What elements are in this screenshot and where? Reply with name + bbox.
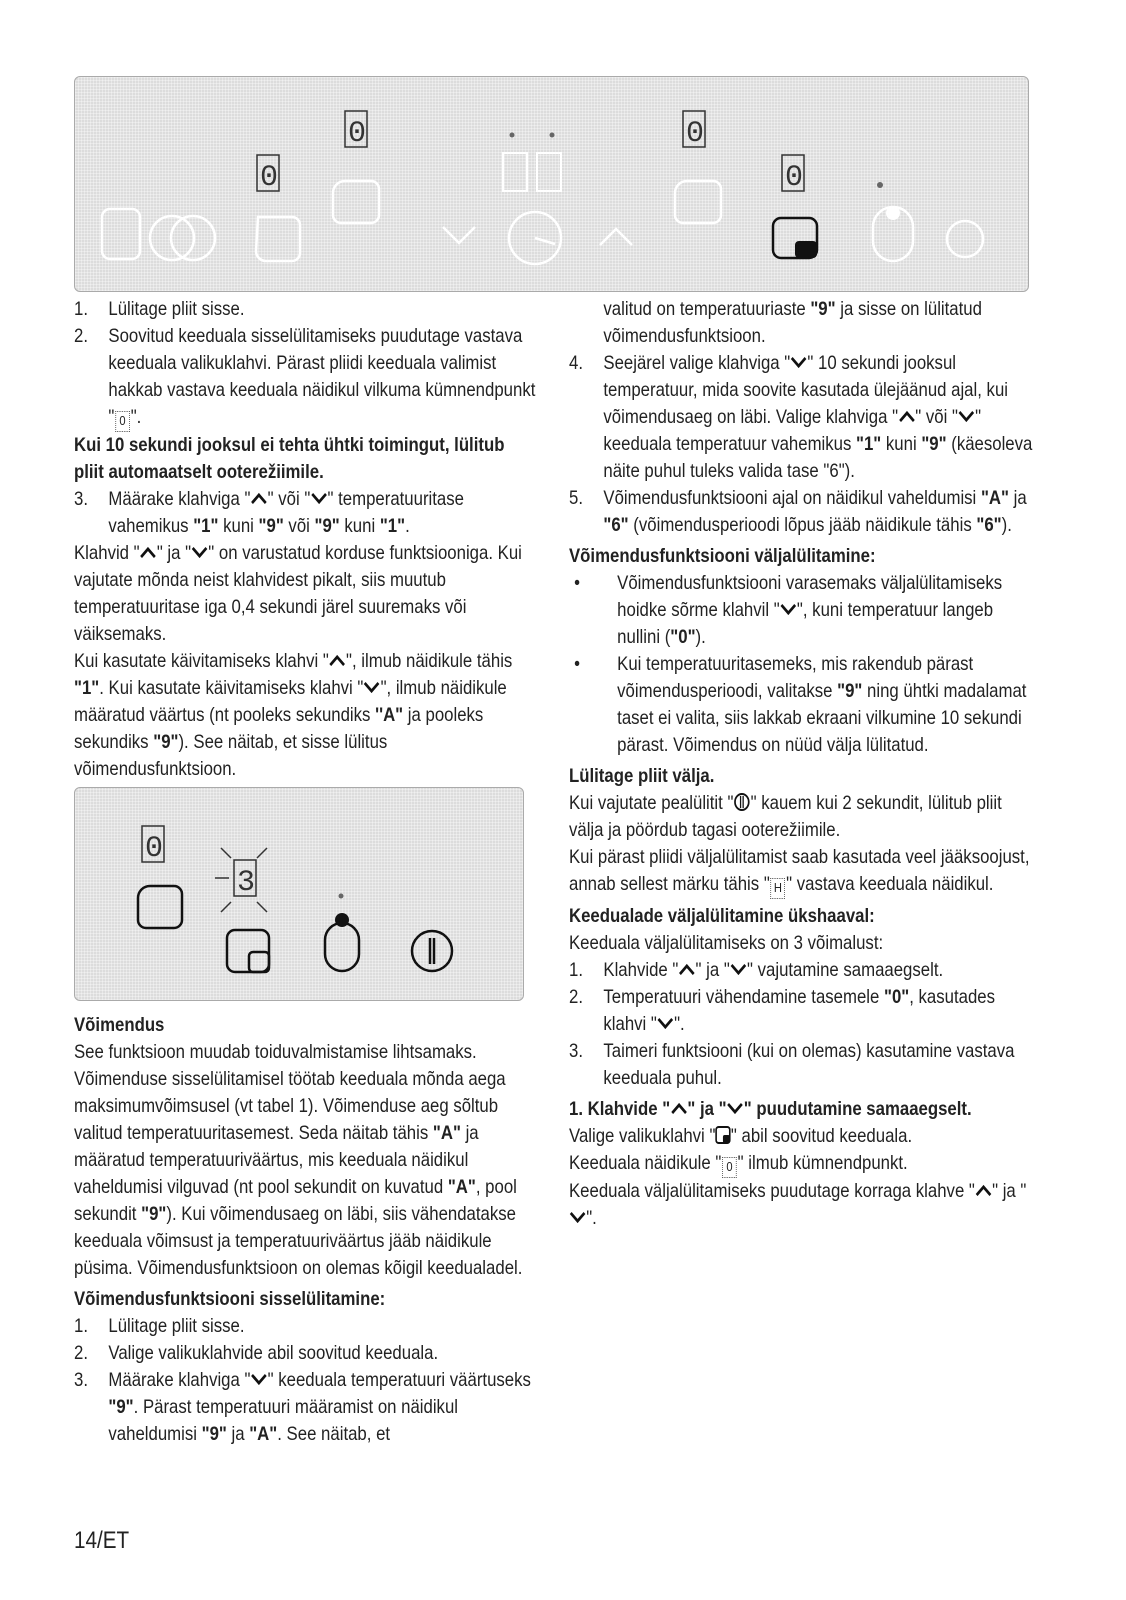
up-arrow-icon (140, 546, 157, 558)
zone-key-1 (102, 209, 140, 259)
down-arrow-icon (958, 410, 975, 422)
boost-display-active: 3 (237, 866, 256, 900)
zone-key-5 (675, 181, 721, 223)
down-arrow-icon (657, 1017, 674, 1029)
minus-key (443, 227, 475, 243)
down-arrow-icon (727, 1102, 744, 1114)
boost-display-digit: 0 (145, 832, 164, 866)
decimal-point-chip: 0 (722, 1157, 737, 1178)
up-arrow-icon (975, 1184, 992, 1196)
display-digit-left: 0 (260, 161, 279, 195)
timer-display-1 (503, 153, 527, 191)
up-arrow-icon (678, 963, 695, 975)
down-arrow-icon (310, 492, 327, 504)
boost-zone-key (138, 886, 182, 928)
up-arrow-icon (250, 492, 267, 504)
heading-sisselulitamine: Võimendusfunktsiooni sisselülitamine: (74, 1288, 386, 1310)
left-column: 1. Lülitage pliit sisse. 2. Soovitud keeduala sisselülitamiseks puudutage vastava keeduala valikuklahvi. Pärast pliidi keeduala valimist hakkab vastava keeduala näidikul vilkuma kümnendpunkt " 0 ". Kui 10 sekundi jooksul ei tehta ühtki toimingut, lülitub pliit automaatselt ooterežiimile. 3. Määrake klahviga " " või " " temperatuuritase vahemikus "1" kuni "9" või "9" kuni "1". Klahvid " " ja " " on varustatud korduse funktsiooniga. Kui vajutate mõnda neist klahvidest pikalt, siis muutub temperatuuritase iga 0,4 sekundi järel suuremaks või väiksemaks. Kui kasutate käivitamiseks klahvi " ", ilmub näidikule tähis "1". Kui kasutate käivitamiseks klahvi " ", ilmub näidikule määratud väärtus (nt pooleks sekundiks ''A" ja pooleks sekundiks "9"). See näitab, et sisse lülitus võimendusfunktsioon. (74, 296, 538, 783)
control-panel-boost (74, 787, 524, 1001)
right-column: valitud on temperatuuriaste "9" ja sisse on lülitatud võimendusfunktsioon. 4. Seejärel valige klahviga " " 10 sekundi jooksul temperatuur, mida soovite kasutada ülejäänud ajal, kui võimendusaeg on läbi. Valige klahviga " " või " " keeduala temperatuur vahemikus "1" kuni "9" (käesoleva näite puhul tuleks valida tase "6"). 5. Võimendusfunktsiooni ajal on näidikul vaheldumisi "A" ja "6" (võimendusperioodi lõpus jääb näidikule tähis "6"). Võimendusfunktsiooni väljalülitamine: • Võimendusfunktsiooni varasemaks väljalülitamiseks hoidke sõrme klahvil " ", kuni temperatuur langeb nullini ("0"). • Kui temperatuuritasemeks, mis rakendub pärast võimendusperioodi, valitakse "9" ning ühtki madalamat taset ei valita, siis lakkab ekraani vilkumine 10 sekundi pärast. Võimendus on nüüd välja lülitatud. Lülitage pliit välja. Kui vajutate pealülitit " " kauem kui 2 sekundit, lülitub pliit välja ja pöördub tagasi ooterežiimile. Kui pärast pliidi väljalülitamist saab kasutada veel jääksoojust, annab sellest märku tähis " H " vastava keeduala näidikul. Keedualade väljalülitamine ükshaaval: Keeduala väljalülitamiseks on 3 võimalust: 1. Klahvide " " ja " " vajutamine samaaegselt. 2. Temperatuuri vähendamine tasemele "0", kasutades klahvi " ". 3. Taimeri funktsiooni (kui on olemas) kasutamine vastava keeduala puhul. 1. Klahvide " " ja " " puudutamine samaaegselt. Valige valikuklahvi " " abil soovitud keeduala. Keeduala näidikule " 0 " ilmub kümnendpunkt. Keeduala väljalülitamiseks puudutage korraga klahve " " ja "". (569, 296, 1040, 1232)
left-column-lower: Võimendus See funktsioon muudab toiduvalmistamise lihtsamaks. Võimenduse sisselülitamisel töötab keeduala mõnda aega maksimumvõimsusel (vt tabel 1). Võimenduse aeg sõltub valitud temperatuuritasemest. Seda näitab tähis "A" ja määratud temperatuuriväärtus, mis keeduala näidikul vaheldumisi vilguvad (nt pool sekundit on kuvatud "A", pool sekundit "9"). Kui võimendusaeg on läbi, siis vähendatakse keeduala võimsust ja temperatuuriväärtus jääb näidikule püsima. Võimendusfunktsioon on olemas kõigil keedualadel. Võimendusfunktsiooni sisselülitamine: 1. Lülitage pliit sisse. 2. Valige valikuklahvide abil soovitud keeduala. 3. Määrake klahviga " " keeduala temperatuuri väärtuseks "9". Pärast temperatuuri määramist on näidikul vaheldumisi "9" ja "A". See näitab, et (74, 1008, 538, 1448)
heading-ukshaaval: Keedualade väljalülitamine ükshaaval: (569, 905, 875, 927)
heading-valjalulitamine: Võimendusfunktsiooni väljalülitamine: (569, 545, 876, 567)
down-arrow-icon (363, 681, 380, 693)
boost-panel-drawing (75, 788, 523, 1000)
down-arrow-icon (730, 963, 747, 975)
power-key (947, 221, 983, 257)
control-panel-top (74, 76, 1029, 292)
display-digit-top-right: 0 (686, 117, 705, 151)
page-number: 14/ET (74, 1527, 130, 1554)
timer-display-2 (537, 153, 561, 191)
zone-key-3 (256, 217, 300, 261)
down-arrow-icon (569, 1211, 586, 1223)
control-panel-drawing (75, 77, 1028, 291)
up-arrow-icon (329, 654, 346, 666)
decimal-point-chip: 0 (115, 411, 130, 432)
step-turn-on: Lülitage pliit sisse. (108, 298, 245, 320)
up-arrow-icon (670, 1102, 687, 1114)
display-digit-right: 0 (785, 161, 804, 195)
down-arrow-icon (250, 1373, 267, 1385)
heading-voimendus: Võimendus (74, 1014, 165, 1036)
residual-heat-chip: H (771, 878, 786, 899)
down-arrow-icon (790, 356, 807, 368)
down-arrow-icon (191, 546, 208, 558)
down-arrow-icon (780, 603, 797, 615)
up-arrow-icon (898, 410, 915, 422)
display-digit-top-left: 0 (348, 117, 367, 151)
zone-select-icon (715, 1126, 730, 1144)
boost-lock-key (325, 923, 359, 971)
boost-power-key (412, 931, 452, 971)
plus-key (600, 229, 632, 245)
heading-klahvide: 1. Klahvide " " ja " " puudutamine samaaegselt. (569, 1098, 972, 1120)
power-icon (733, 792, 750, 812)
standby-warning: Kui 10 sekundi jooksul ei tehta ühtki toimingut, lülitub pliit automaatselt ooterežiimile. (74, 434, 505, 483)
heading-pliit-valja: Lülitage pliit välja. (569, 765, 715, 787)
zone-key-4 (333, 181, 379, 223)
